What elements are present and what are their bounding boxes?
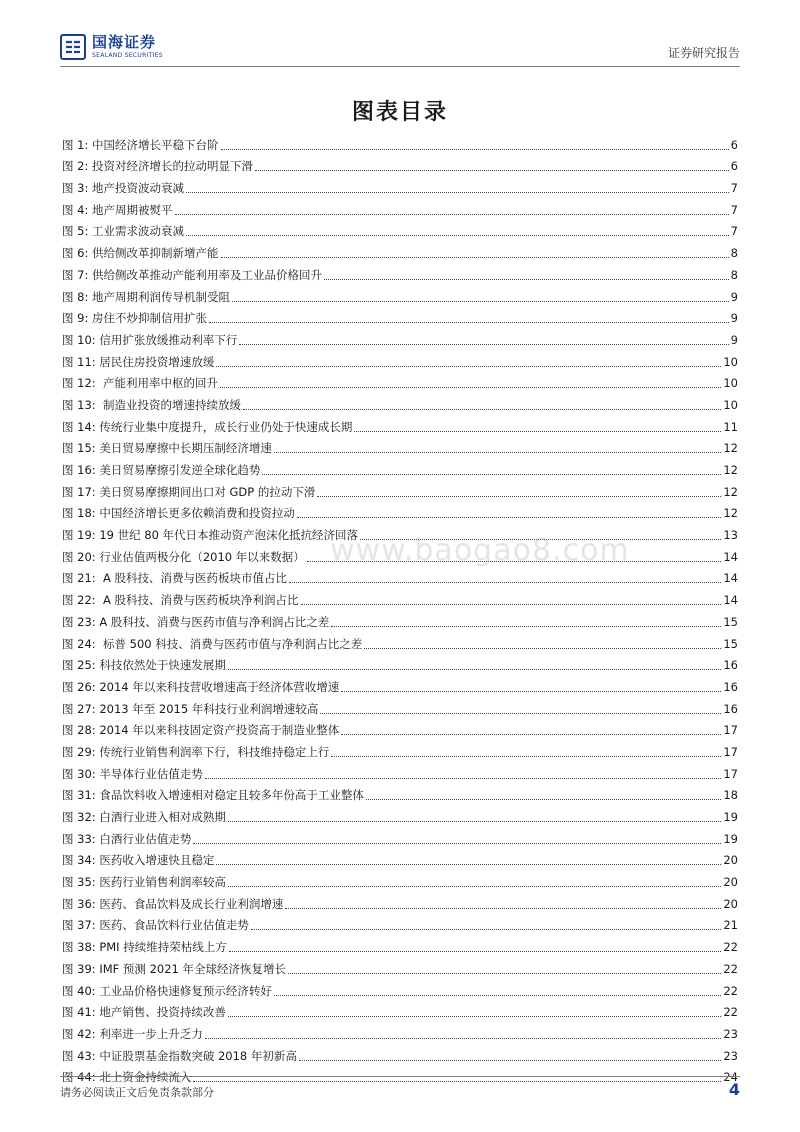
toc-entry[interactable]	[62, 196, 738, 218]
figure-title: A 股科技、消费与医药板块市值占比	[99, 571, 288, 586]
figure-page: 17	[723, 723, 738, 738]
figure-title: 行业估值两极分化（2010 年以来数据）	[99, 549, 305, 564]
dot-leader	[186, 192, 729, 193]
figure-number: 图 17:	[62, 484, 100, 499]
figure-number: 图 31:	[62, 788, 100, 803]
figure-title: 美日贸易摩擦中长期压制经济增速	[99, 441, 272, 456]
figure-page: 20	[723, 875, 738, 890]
dot-leader	[193, 843, 721, 844]
figure-number: 图 25:	[62, 658, 100, 673]
toc-entry[interactable]	[62, 630, 738, 652]
dot-leader	[299, 1060, 721, 1061]
toc-entry[interactable]	[62, 478, 738, 500]
dot-leader	[216, 864, 721, 865]
figure-number: 图 41:	[62, 1005, 100, 1020]
dot-leader	[274, 995, 722, 996]
figure-title: 居民住房投资增速放缓	[99, 354, 215, 369]
figure-page: 18	[723, 788, 738, 803]
figure-page: 20	[723, 853, 738, 868]
figure-page: 21	[723, 918, 738, 933]
figure-number: 图 24:	[62, 636, 100, 651]
figure-number: 图 5:	[62, 224, 93, 239]
figure-number: 图 34:	[62, 853, 100, 868]
figure-title: 食品饮料收入增速相对稳定且较多年份高于工业整体	[99, 788, 364, 803]
toc-entry[interactable]	[62, 283, 738, 305]
dot-leader	[262, 474, 721, 475]
brand-name-en: SEALAND SECURITIES	[92, 52, 163, 59]
figure-page: 16	[723, 679, 738, 694]
figure-title: 白酒行业估值走势	[99, 831, 192, 846]
figure-title: 制造业投资的增速持续放缓	[99, 397, 241, 412]
figure-page: 19	[723, 831, 738, 846]
toc-entry[interactable]	[62, 326, 738, 348]
toc-entry[interactable]	[62, 565, 738, 587]
dot-leader	[288, 973, 721, 974]
toc-entry[interactable]	[62, 912, 738, 934]
dot-leader	[317, 496, 721, 497]
dot-leader	[228, 821, 722, 822]
figure-title: 工业品价格快速修复预示经济转好	[99, 983, 272, 998]
page-header	[60, 30, 740, 66]
dot-leader	[364, 648, 721, 649]
figure-title: 医药收入增速快且稳定	[99, 853, 215, 868]
figure-page: 9	[730, 289, 738, 304]
figure-number: 图 19:	[62, 528, 100, 543]
figure-page: 22	[723, 1005, 738, 1020]
figure-page: 8	[730, 246, 738, 261]
dot-leader	[366, 799, 722, 800]
toc-entry[interactable]	[62, 847, 738, 869]
figure-number: 图 44:	[62, 1070, 100, 1085]
dot-leader	[221, 149, 729, 150]
toc-entry[interactable]	[62, 999, 738, 1021]
figure-page: 10	[723, 376, 738, 391]
figure-page: 22	[723, 940, 738, 955]
figure-page: 17	[723, 744, 738, 759]
dot-leader	[228, 669, 722, 670]
figure-title: A 股科技、消费与医药市值与净利润占比之差	[99, 614, 330, 629]
figure-title: 标普 500 科技、消费与医药市值与净利润占比之差	[99, 636, 363, 651]
figure-number: 图 26:	[62, 679, 100, 694]
figure-title: 投资对经济增长的拉动明显下滑	[92, 159, 254, 174]
figure-page: 17	[723, 766, 738, 781]
dot-leader	[297, 517, 722, 518]
toc-entry[interactable]	[62, 868, 738, 890]
figure-title: 科技依然处于快速发展期	[99, 658, 226, 673]
figure-number: 图 20:	[62, 549, 100, 564]
figure-title: 地产销售、投资持续改善	[99, 1005, 226, 1020]
figure-page: 11	[723, 419, 738, 434]
figure-number: 图 18:	[62, 506, 100, 521]
dot-leader	[341, 691, 721, 692]
figure-page: 12	[723, 484, 738, 499]
figure-title: 美日贸易摩擦引发逆全球化趋势	[99, 463, 261, 477]
toc-entry[interactable]	[62, 1020, 738, 1042]
figure-number: 图 9:	[62, 311, 93, 326]
figure-page: 16	[723, 658, 738, 673]
dot-leader	[307, 561, 722, 562]
figure-number: 图 39:	[62, 961, 100, 976]
toc-entry[interactable]	[62, 391, 738, 413]
dot-leader	[205, 1038, 722, 1039]
dot-leader	[354, 431, 721, 432]
figure-title: 医药行业销售利润率较高	[99, 875, 226, 890]
figure-page: 7	[730, 181, 738, 196]
figure-title: 产能利用率中枢的回升	[99, 376, 218, 391]
figure-page: 7	[730, 202, 738, 217]
page-title: 图表目录	[351, 100, 448, 125]
toc-entry[interactable]	[62, 695, 738, 717]
dot-leader	[232, 301, 729, 302]
figure-number: 图 11:	[62, 354, 100, 369]
figure-title: 地产周期被熨平	[92, 202, 173, 217]
dot-leader	[239, 344, 728, 345]
figure-page: 7	[730, 224, 738, 239]
figure-title: 美日贸易摩擦期间出口对 GDP 的拉动下滑	[99, 484, 316, 499]
figure-number: 图 21:	[62, 571, 100, 586]
figure-number: 图 4:	[62, 202, 93, 217]
figure-page: 23	[723, 1048, 738, 1063]
dot-leader	[205, 778, 722, 779]
dot-leader	[255, 170, 729, 171]
figure-page: 23	[723, 1026, 738, 1041]
figure-title: A 股科技、消费与医药板块净利润占比	[99, 593, 299, 608]
figure-page: 20	[723, 896, 738, 911]
page-number: 4	[728, 1080, 740, 1099]
figure-title: 中国经济增长更多依赖消费和投资拉动	[99, 506, 295, 521]
toc-entry[interactable]	[62, 153, 738, 175]
figure-number: 图 36:	[62, 896, 100, 911]
toc-entry[interactable]	[62, 890, 738, 912]
toc-entry[interactable]	[62, 933, 738, 955]
figure-title: 利率进一步上升乏力	[99, 1026, 203, 1041]
figure-number: 图 15:	[62, 441, 100, 456]
figure-number: 图 22:	[62, 593, 100, 608]
toc-entry[interactable]	[62, 131, 738, 153]
figure-title: 地产投资波动衰减	[92, 181, 185, 196]
toc-entry[interactable]	[62, 456, 738, 478]
dot-leader	[324, 279, 729, 280]
toc-entry[interactable]	[62, 521, 738, 543]
dot-leader	[320, 713, 721, 714]
figure-number: 图 30:	[62, 766, 100, 781]
figure-number: 图 2:	[62, 159, 93, 174]
figure-number: 图 32:	[62, 810, 100, 824]
dot-leader	[251, 929, 722, 930]
figure-title: 北上资金持续流入	[99, 1070, 192, 1085]
toc-entry[interactable]	[62, 261, 738, 283]
figure-page: 16	[723, 701, 738, 716]
toc-entry[interactable]	[62, 1064, 738, 1086]
dot-leader	[285, 908, 721, 909]
dot-leader	[229, 951, 722, 952]
figure-number: 图 6:	[62, 246, 93, 261]
figure-page: 14	[723, 593, 738, 608]
toc-entry[interactable]	[62, 348, 738, 370]
dot-leader	[220, 387, 721, 388]
figure-page: 10	[723, 354, 738, 369]
dot-leader	[341, 734, 721, 735]
figure-page: 24	[723, 1070, 738, 1085]
figure-title: 2014 年以来科技营收增速高于经济体营收增速	[99, 679, 340, 694]
toc-entry[interactable]	[62, 825, 738, 847]
figure-title: 中证股票基金指数突破 2018 年初新高	[99, 1048, 297, 1063]
figure-number: 图 16:	[62, 463, 100, 477]
figure-page: 15	[723, 614, 738, 629]
dot-leader	[289, 582, 721, 583]
figure-page: 15	[723, 636, 738, 651]
figure-page: 22	[723, 983, 738, 998]
toc-entry[interactable]	[62, 435, 738, 457]
figure-title: 地产周期利润传导机制受阻	[92, 289, 231, 304]
figure-title: 2013 年至 2015 年科技行业利润增速较高	[99, 701, 319, 716]
toc-entry[interactable]	[62, 717, 738, 739]
dot-leader	[274, 452, 722, 453]
figure-number: 图 8:	[62, 289, 93, 304]
dot-leader	[243, 409, 721, 410]
figure-number: 图 10:	[62, 332, 100, 347]
figure-page: 14	[723, 549, 738, 564]
toc-entry[interactable]	[62, 652, 738, 674]
toc-entry[interactable]	[62, 413, 738, 435]
toc-entry[interactable]	[62, 608, 738, 630]
dot-leader	[360, 539, 721, 540]
toc-entry[interactable]	[62, 1042, 738, 1064]
figure-page: 8	[730, 267, 738, 282]
figure-page: 6	[730, 159, 738, 174]
dot-leader	[193, 1081, 721, 1082]
dot-leader	[331, 626, 721, 627]
dot-leader	[216, 366, 721, 367]
figure-number: 图 29:	[62, 744, 100, 759]
toc-entry[interactable]	[62, 500, 738, 522]
watermark: www.baogao8.com	[330, 533, 630, 568]
figure-number: 图 43:	[62, 1048, 100, 1063]
figure-number: 图 35:	[62, 875, 100, 890]
figure-page: 14	[723, 571, 738, 586]
toc-entry[interactable]	[62, 738, 738, 760]
toc-entry[interactable]	[62, 977, 738, 999]
figure-page: 13	[723, 528, 738, 543]
figure-number: 图 7:	[62, 267, 93, 282]
toc-entry[interactable]	[62, 586, 738, 608]
figure-page: 10	[723, 397, 738, 412]
toc-entry[interactable]	[62, 543, 738, 565]
figure-title: 传统行业销售利润率下行，科技维持稳定上行	[99, 744, 330, 759]
report-type: 证券研究报告	[667, 46, 740, 60]
figure-number: 图 1:	[62, 137, 93, 152]
figure-number: 图 28:	[62, 723, 100, 738]
figure-title: 医药、食品饮料行业估值走势	[99, 918, 249, 933]
dot-leader	[228, 886, 722, 887]
figure-page: 9	[730, 332, 738, 347]
dot-leader	[186, 235, 729, 236]
figure-page: 6	[730, 137, 738, 152]
dot-leader	[331, 756, 721, 757]
dot-leader	[209, 322, 729, 323]
figure-number: 图 40:	[62, 983, 100, 998]
dot-leader	[301, 604, 722, 605]
toc-entry[interactable]	[62, 305, 738, 327]
toc-entry[interactable]	[62, 218, 738, 240]
disclaimer-note: 请务必阅读正文后免责条款部分	[60, 1086, 214, 1099]
dot-leader	[221, 257, 729, 258]
figure-title: 工业需求波动衰减	[92, 224, 185, 239]
figure-number: 图 27:	[62, 701, 100, 716]
toc-entry[interactable]	[62, 955, 738, 977]
figure-page: 12	[723, 506, 738, 521]
figure-title: 医药、食品饮料及成长行业利润增速	[99, 896, 284, 911]
figure-title: 2014 年以来科技固定资产投资高于制造业整体	[99, 723, 340, 738]
figure-title: 供给侧改革抑制新增产能	[92, 246, 219, 261]
figure-title: 半导体行业估值走势	[99, 766, 203, 781]
footer-divider	[60, 1076, 740, 1077]
toc-entry[interactable]	[62, 239, 738, 261]
dot-leader	[175, 214, 729, 215]
figure-list	[62, 131, 738, 1085]
figure-page: 22	[723, 961, 738, 976]
toc-entry[interactable]	[62, 782, 738, 804]
figure-title: 19 世纪 80 年代日本推动资产泡沫化抵抗经济回落	[99, 528, 359, 543]
sealand-logo-icon	[60, 34, 86, 60]
figure-title: 供给侧改革推动产能利用率及工业品价格回升	[92, 267, 323, 282]
toc-entry[interactable]	[62, 370, 738, 392]
figure-title: 中国经济增长平稳下台阶	[92, 137, 219, 152]
toc-entry[interactable]	[62, 803, 738, 825]
toc-entry[interactable]	[62, 174, 738, 196]
figure-page: 9	[730, 311, 738, 326]
figure-title: 传统行业集中度提升，成长行业仍处于快速成长期	[99, 419, 353, 434]
figure-number: 图 42:	[62, 1026, 100, 1041]
figure-number: 图 3:	[62, 181, 93, 196]
figure-title: 信用扩张放缓推动利率下行	[99, 332, 238, 347]
figure-title: PMI 持续维持荣枯线上方	[99, 940, 227, 955]
brand-logo	[60, 34, 163, 60]
figure-number: 图 37:	[62, 918, 100, 933]
figure-number: 图 23:	[62, 614, 100, 629]
figure-page: 12	[723, 463, 738, 477]
figure-title: IMF 预测 2021 年全球经济恢复增长	[99, 961, 286, 976]
figure-number: 图 14:	[62, 419, 100, 434]
figure-title: 房住不炒抑制信用扩张	[92, 311, 208, 326]
figure-number: 图 12:	[62, 376, 100, 391]
figure-title: 白酒行业进入相对成熟期	[99, 810, 226, 824]
dot-leader	[228, 1016, 722, 1017]
toc-entry[interactable]	[62, 760, 738, 782]
toc-entry[interactable]	[62, 673, 738, 695]
figure-page: 19	[723, 810, 738, 824]
figure-page: 12	[723, 441, 738, 456]
figure-number: 图 13:	[62, 397, 100, 412]
brand-name-cn: 国海证券	[92, 33, 157, 51]
figure-number: 图 38:	[62, 940, 100, 955]
figure-number: 图 33:	[62, 831, 100, 846]
header-divider	[60, 66, 740, 67]
